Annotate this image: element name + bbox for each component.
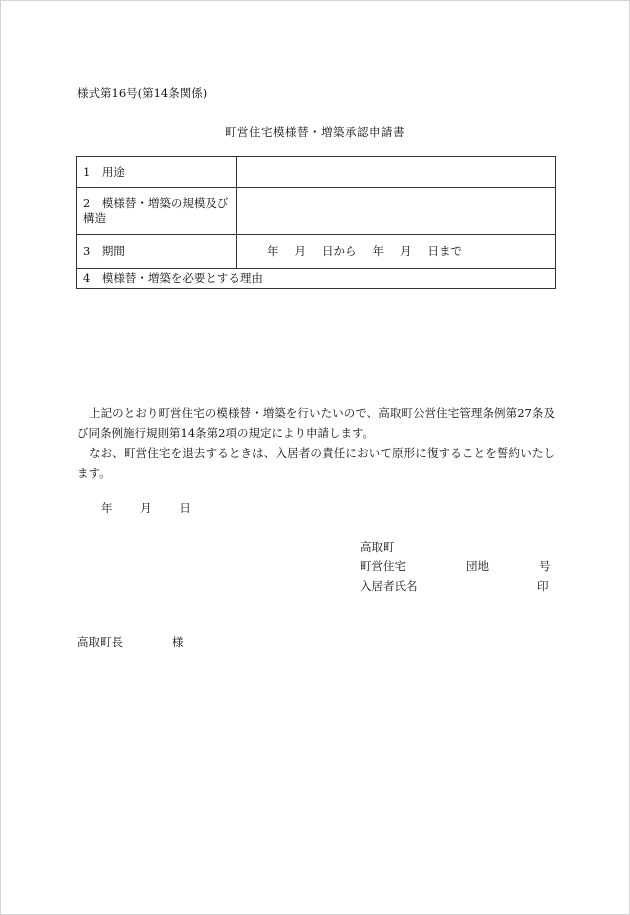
table-row (77, 188, 556, 235)
addressee-name: 高取町長 (77, 635, 123, 649)
addressee-honorific: 様 (172, 635, 184, 649)
date-year: 年 (101, 501, 113, 515)
table-row (77, 269, 556, 289)
reason-label: 4 模様替・増築を必要とする理由 (77, 269, 556, 289)
period-start-year: 年 (267, 244, 279, 258)
danchi-label: 団地 (466, 559, 489, 573)
application-statement: 上記のとおり町営住宅の模様替・増築を行いたいので、高取町公営住宅管理条例第27条及び同条例施行規則第14条第2項の規定により申請します。 (77, 406, 555, 440)
date-month: 月 (140, 501, 152, 515)
page-title: 町営住宅模様替・増築承認申請書 (225, 125, 405, 139)
scale-structure-field[interactable] (237, 188, 556, 235)
period-start-month: 月 (294, 244, 306, 258)
resident-name-label: 入居者氏名 (360, 579, 418, 593)
period-end-year: 年 (372, 244, 384, 258)
housing-label: 町営住宅 (360, 559, 406, 573)
table-row (77, 157, 556, 188)
application-table (76, 156, 556, 289)
applicant-town: 高取町 (360, 540, 395, 554)
period-end-month: 月 (400, 244, 412, 258)
form-number: 様式第16号(第14条関係) (77, 86, 208, 100)
period-line (243, 244, 549, 259)
application-date (101, 500, 215, 516)
period-label: 3 期間 (77, 235, 237, 269)
period-field[interactable] (237, 235, 556, 269)
scale-structure-label: 2 模様替・増築の規模及び構造 (77, 188, 237, 235)
period-end-day: 日まで (427, 244, 462, 258)
seal-mark: 印 (537, 579, 549, 593)
table-row (77, 235, 556, 269)
usage-field[interactable] (237, 157, 556, 188)
period-start-day: 日から (322, 244, 357, 258)
usage-label: 1 用途 (77, 157, 237, 188)
date-day: 日 (179, 501, 191, 515)
room-number-label: 号 (539, 559, 551, 573)
pledge-statement: なお、町営住宅を退去するときは、入居者の責任において原形に復することを誓約いたします。 (77, 446, 555, 480)
